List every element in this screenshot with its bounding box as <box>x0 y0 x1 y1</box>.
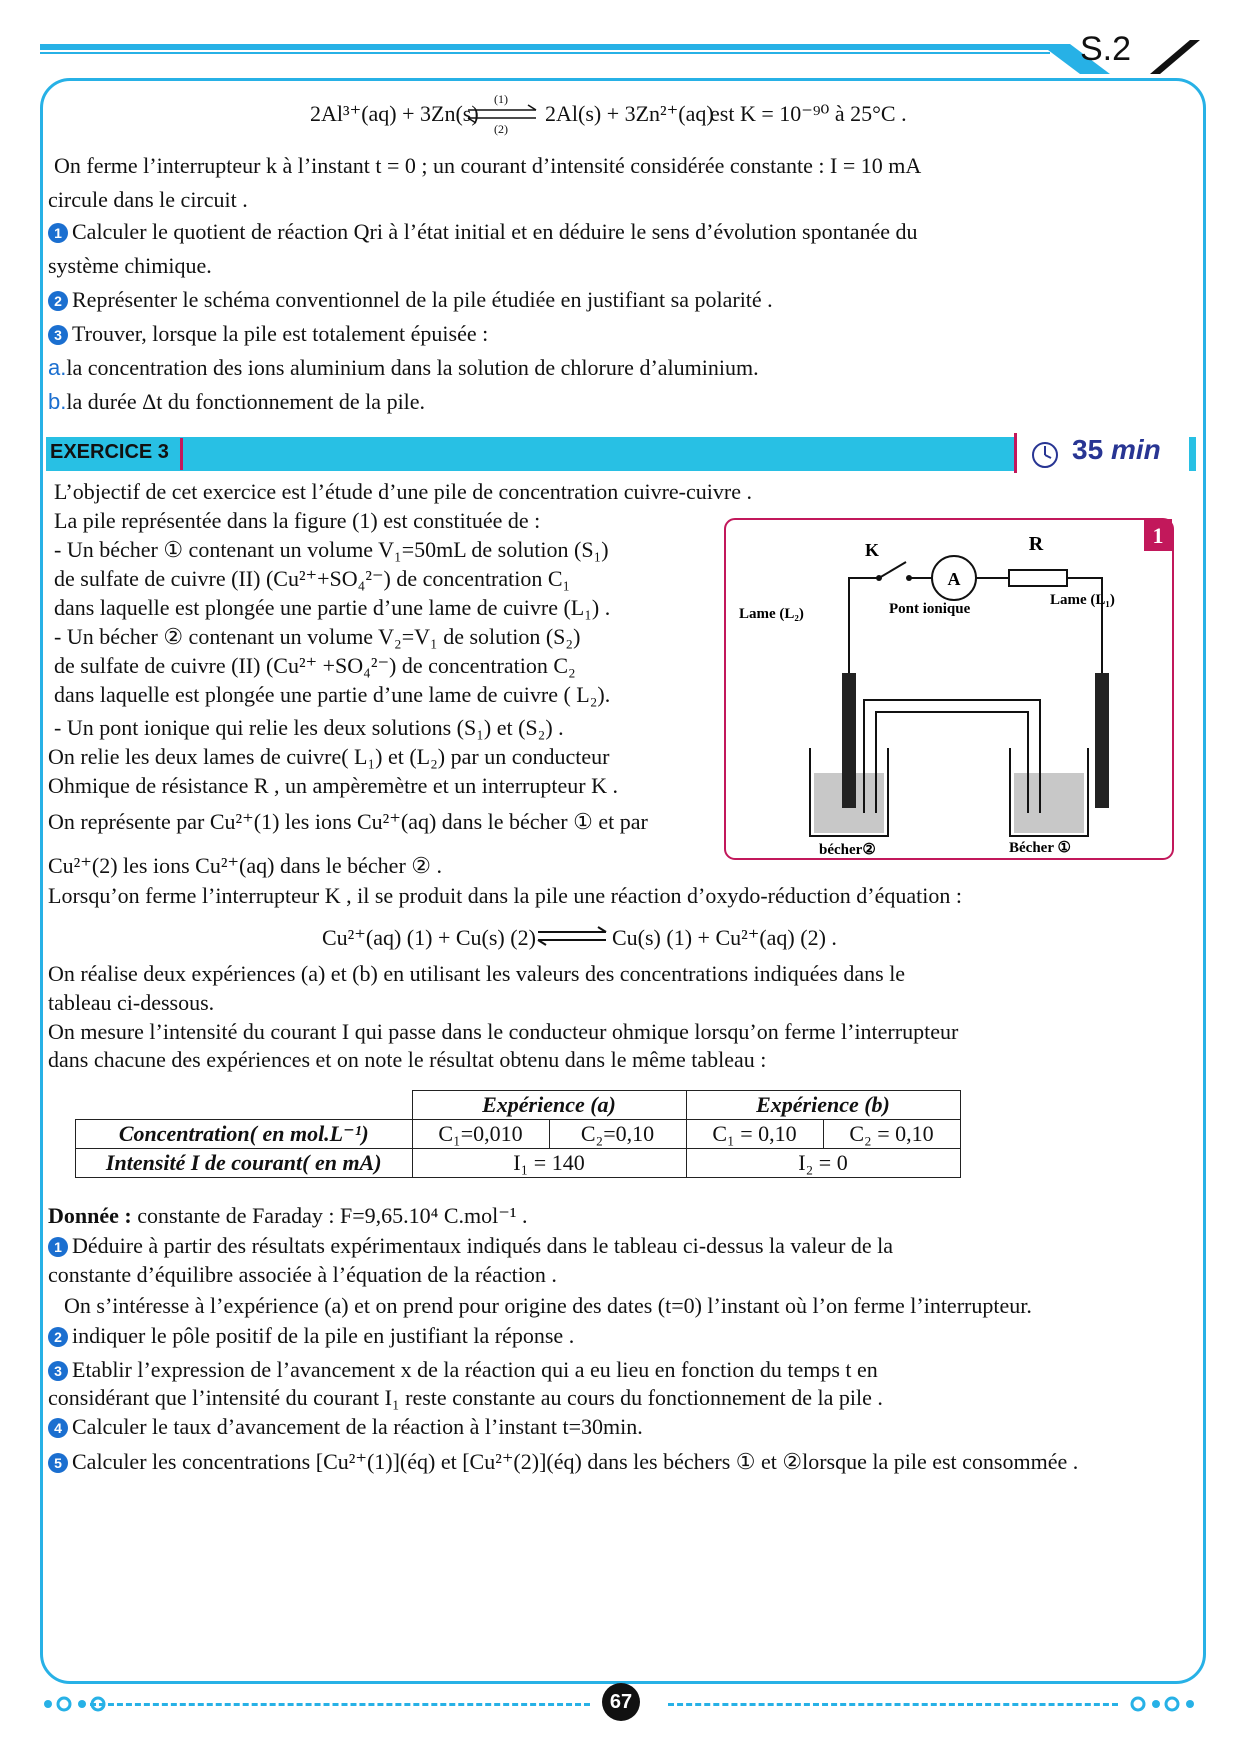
body-p15: On réalise deux expériences (a) et (b) en utilisant les valeurs des concentrations indiquées dans le <box>48 961 906 986</box>
header-bar-thin <box>40 52 1050 54</box>
question-3-b: considérant que l’intensité du courant I₁ reste constante au cours du fonctionnement de la pile . <box>48 1385 883 1410</box>
label-salt-bridge: Pont ionique <box>889 601 971 617</box>
footer-ornament-left-icon <box>40 1694 120 1714</box>
donnee-label: Donnée : <box>48 1203 132 1228</box>
clock-icon <box>1030 440 1060 470</box>
switch-label: K <box>864 540 880 560</box>
table-cell: I₂ = 0 <box>686 1149 960 1178</box>
question-bullet: 5 <box>48 1453 68 1473</box>
question-bullet: 2 <box>48 291 68 311</box>
table-cell: C₁=0,010 <box>412 1120 549 1149</box>
intro-q2: Représenter le schéma conventionnel de la pile étudiée en justifiant sa polarité . <box>72 287 773 312</box>
label-beaker-1: Bécher ① <box>1009 840 1071 856</box>
question-bullet: 1 <box>48 223 68 243</box>
body-eq-left: Cu²⁺(aq) (1) + Cu(s) (2) <box>322 925 536 950</box>
table-cell: C₁ = 0,10 <box>686 1120 823 1149</box>
question-bullet: 2 <box>48 1327 68 1347</box>
intro-equation-constant: est K = 10⁻⁹⁰ à 25°C . <box>710 101 907 126</box>
intro-line-2: circule dans le circuit . <box>48 187 248 212</box>
label-beaker-2: bécher② <box>819 842 876 858</box>
page-label: S.2 <box>1080 30 1132 68</box>
body-p7: de sulfate de cuivre (II) (Cu²⁺ +SO₄²⁻) de concentration C₂ <box>54 653 576 678</box>
intro-q3b-letter: b. <box>48 389 67 414</box>
table-row-label: Concentration( en mol.L⁻¹) <box>76 1120 413 1149</box>
question-4: Calculer le taux d’avancement de la réaction à l’instant t=30min. <box>72 1414 643 1439</box>
body-p3: - Un bécher ① contenant un volume V₁=50mL de solution (S₁) <box>54 537 609 562</box>
table-head-a: Expérience (a) <box>412 1091 686 1120</box>
body-p1: L’objectif de cet exercice est l’étude d’une pile de concentration cuivre-cuivre . <box>54 479 752 504</box>
figure-1-circuit <box>724 518 1174 860</box>
body-p2: La pile représentée dans la figure (1) est constituée de : <box>54 508 541 533</box>
body-p4: de sulfate de cuivre (II) (Cu²⁺+SO₄²⁻) de concentration C₁ <box>54 566 571 591</box>
body-p14: Lorsqu’on ferme l’interrupteur K , il se produit dans la pile une réaction d’oxydo-réduction d’équation : <box>48 883 962 908</box>
exercise-time: 35 min <box>1072 434 1161 465</box>
intro-q3: Trouver, lorsque la pile est totalement épuisée : <box>72 321 489 346</box>
label-lame-l2: Lame (L₂) <box>739 606 804 622</box>
table-row <box>76 1149 961 1178</box>
electrode-l1 <box>1095 673 1109 808</box>
body-p5: dans laquelle est plongée une partie d’une lame de cuivre (L₁) . <box>54 595 611 620</box>
table-row-label: Intensité I de courant( en mA) <box>76 1149 413 1178</box>
table-cell: C₂ = 0,10 <box>823 1120 960 1149</box>
electrode-l2 <box>842 673 856 808</box>
body-p16: tableau ci-dessous. <box>48 990 215 1015</box>
equation-arrow-bottom: (2) <box>494 122 508 136</box>
figure-number: 1 <box>1152 523 1164 548</box>
table-cell: C₂=0,10 <box>549 1120 686 1149</box>
equation-arrow-top: (1) <box>494 92 508 106</box>
intro-q3b: la durée Δt du fonctionnement de la pile. <box>66 389 426 414</box>
question-bullet: 1 <box>48 1237 68 1257</box>
table-cell: I₁ = 140 <box>412 1149 686 1178</box>
resistor-label: R <box>1028 533 1044 555</box>
intro-q3a: la concentration des ions aluminium dans la solution de chlorure d’aluminium. <box>66 355 759 380</box>
body-p10: On relie les deux lames de cuivre( L₁) et (L₂) par un conducteur <box>48 744 610 769</box>
ammeter-label: A <box>947 569 961 589</box>
question-note: On s’intéresse à l’expérience (a) et on prend pour origine des dates (t=0) l’instant où l’on ferme l’interrupteur. <box>64 1293 1032 1318</box>
beaker-1-solution <box>1014 773 1084 833</box>
donnee-text: constante de Faraday : F=9,65.10⁴ C.mol⁻¹ . <box>137 1203 528 1228</box>
question-bullet: 3 <box>48 325 68 345</box>
body-p13: Cu²⁺(2) les ions Cu²⁺(aq) dans le bécher ② . <box>48 853 442 878</box>
question-bullet: 3 <box>48 1361 68 1381</box>
body-p12: On représente par Cu²⁺(1) les ions Cu²⁺(aq) dans le bécher ① et par <box>48 809 648 834</box>
equilibrium-arrow-icon <box>534 922 610 952</box>
table-row <box>76 1120 961 1149</box>
question-bullet: 4 <box>48 1418 68 1438</box>
body-p18: dans chacune des expériences et on note le résultat obtenu dans le même tableau : <box>48 1047 767 1072</box>
header-bar <box>40 44 1050 50</box>
footer-ornament-right-icon <box>1124 1694 1204 1714</box>
body-p17: On mesure l’intensité du courant I qui passe dans le conducteur ohmique lorsqu’on ferme l’interrupteur <box>48 1019 959 1044</box>
body-p9: - Un pont ionique qui relie les deux solutions (S₁) et (S₂) . <box>54 715 564 740</box>
question-3-a: Etablir l’expression de l’avancement x de la réaction qui a eu lieu en fonction du temps t en <box>72 1357 878 1382</box>
body-p6: - Un bécher ② contenant un volume V₂=V₁ de solution (S₂) <box>54 624 581 649</box>
intro-equation-left: 2Al³⁺(aq) + 3Zn(s) <box>310 101 479 126</box>
results-table <box>75 1090 961 1178</box>
footer-dash-right <box>668 1703 1118 1706</box>
intro-line-1: On ferme l’interrupteur k à l’instant t = 0 ; un courant d’intensité considérée constante : I = 10 mA <box>54 153 922 178</box>
label-lame-l1: Lame (L₁) <box>1050 592 1115 608</box>
question-1-b: constante d’équilibre associée à l’équation de la réaction . <box>48 1262 557 1287</box>
footer-dash-left <box>90 1703 590 1706</box>
content-frame <box>40 78 1206 1684</box>
page-number: 67 <box>602 1683 640 1721</box>
question-2: indiquer le pôle positif de la pile en justifiant la réponse . <box>72 1323 575 1348</box>
question-5: Calculer les concentrations [Cu²⁺(1)](éq) et [Cu²⁺(2)](éq) dans les béchers ① et ②lorsque la pile est consommée . <box>72 1449 1079 1474</box>
body-p8: dans laquelle est plongée une partie d’une lame de cuivre ( L₂). <box>54 682 611 707</box>
intro-q3a-letter: a. <box>48 355 67 380</box>
intro-q1-b: système chimique. <box>48 253 212 278</box>
intro-q1-a: Calculer le quotient de réaction Qri à l’état initial et en déduire le sens d’évolution spontanée du <box>72 219 918 244</box>
question-1-a: Déduire à partir des résultats expérimentaux indiqués dans le tableau ci-dessus la valeur de la <box>72 1233 894 1258</box>
exercise-divider <box>180 438 183 470</box>
body-p11: Ohmique de résistance R , un ampèremètre et un interrupteur K . <box>48 773 618 798</box>
table-head-b: Expérience (b) <box>686 1091 960 1120</box>
intro-equation-right: 2Al(s) + 3Zn²⁺(aq) <box>545 101 714 126</box>
resistor <box>1009 570 1067 586</box>
body-eq-right: Cu(s) (1) + Cu²⁺(aq) (2) . <box>612 925 837 950</box>
exercise-title: EXERCICE 3 <box>50 441 169 463</box>
